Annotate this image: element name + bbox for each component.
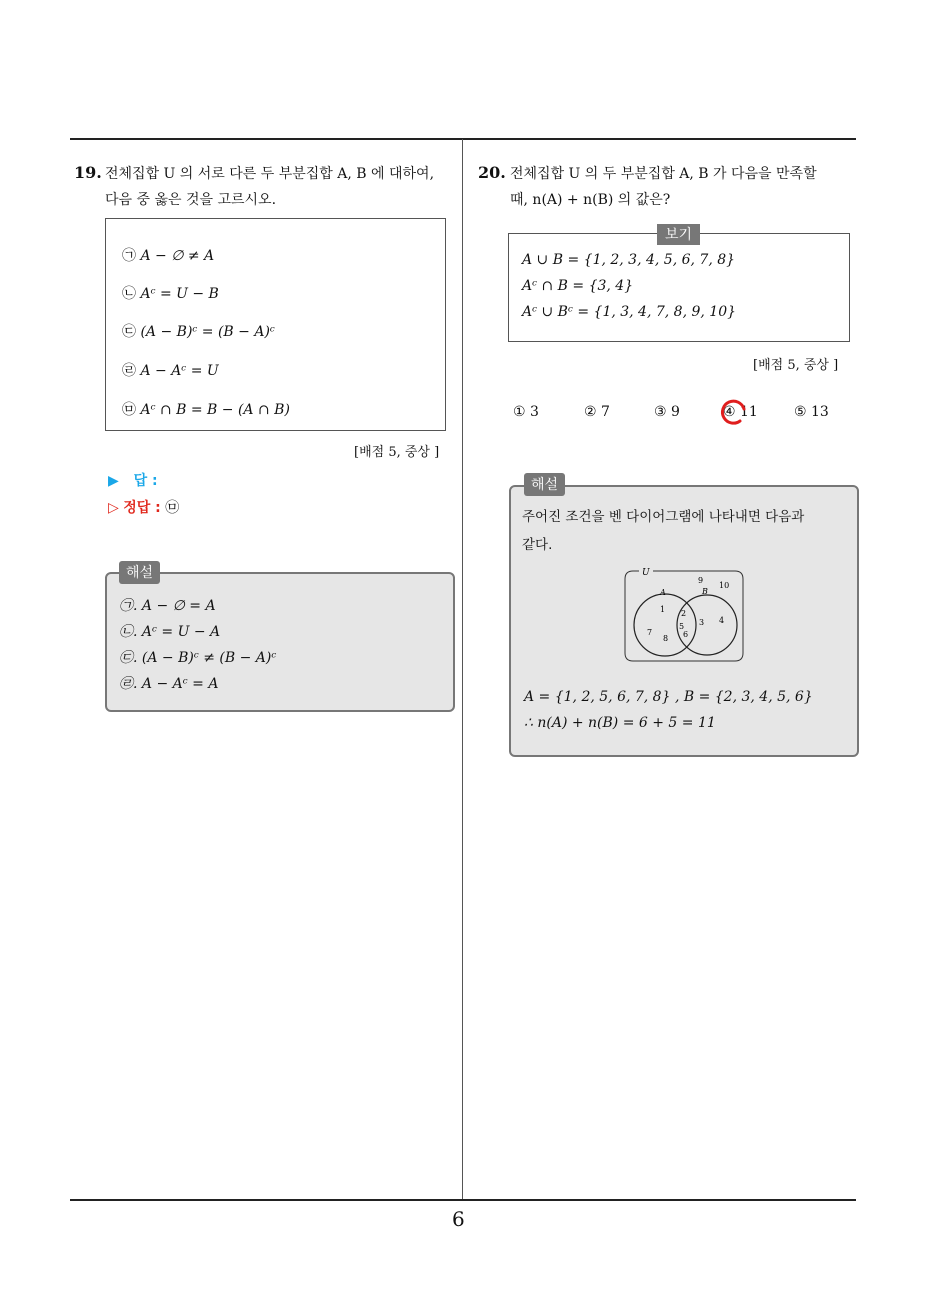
q19-option-4 bbox=[122, 360, 219, 380]
outline-arrow-icon: ▷ bbox=[108, 500, 119, 516]
venn-a-1: 1 bbox=[660, 605, 666, 614]
q19-stem-line1: 전체집합 U 의 서로 다른 두 부분집합 A, B 에 대하여, bbox=[105, 166, 435, 182]
q19-options-box bbox=[105, 218, 446, 431]
q20-condition-2: Aᶜ ∩ B = {3, 4} bbox=[522, 278, 634, 294]
venn-a-label: A bbox=[660, 588, 666, 597]
q20-condition-1: A ∪ B = {1, 2, 3, 4, 5, 6, 7, 8} bbox=[522, 252, 736, 268]
q19-solution-line3: ㉢. (A − B)ᶜ ≠ (B − A)ᶜ bbox=[119, 650, 277, 666]
q20-bogi-tag: 보기 bbox=[657, 224, 700, 245]
venn-circle-b bbox=[677, 595, 737, 655]
venn-b-4: 4 bbox=[719, 616, 725, 625]
venn-diagram bbox=[621, 565, 747, 665]
q20-condition-3: Aᶜ ∪ Bᶜ = {1, 3, 4, 7, 8, 9, 10} bbox=[522, 304, 737, 320]
q20-choice-4[interactable]: ④ 11 bbox=[723, 404, 758, 420]
q19-number: 19. bbox=[74, 163, 102, 182]
q19-option-2 bbox=[122, 283, 219, 303]
selected-answer-circle-icon bbox=[718, 397, 748, 427]
q19-solution-tag: 해설 bbox=[119, 561, 160, 584]
venn-b-3: 3 bbox=[699, 618, 705, 627]
q19-option-1 bbox=[122, 245, 214, 265]
option-mark: ㉢ bbox=[122, 324, 136, 340]
top-rule bbox=[70, 138, 856, 140]
q20-stem-line2: 때, n(A) + n(B) 의 값은? bbox=[510, 192, 671, 208]
q20-solution-tag: 해설 bbox=[524, 473, 565, 496]
q20-score: [배점 5, 중상 ] bbox=[753, 358, 839, 373]
venn-outside-9: 9 bbox=[698, 576, 704, 585]
q20-result-line2: ∴ n(A) + n(B) = 6 + 5 = 11 bbox=[524, 715, 716, 731]
correct-label: 정답 : bbox=[123, 500, 161, 516]
correct-value: ㉤ bbox=[165, 500, 180, 516]
q19-score: [배점 5, 중상 ] bbox=[354, 445, 440, 460]
option-mark: ㉤ bbox=[122, 402, 136, 418]
page-number: 6 bbox=[452, 1207, 465, 1231]
q19-solution-line2: ㉡. Aᶜ = U − A bbox=[119, 624, 221, 640]
q19-stem-line2: 다음 중 옳은 것을 고르시오. bbox=[105, 192, 277, 208]
q19-answer-row bbox=[108, 470, 158, 490]
option-text: Aᶜ = U − B bbox=[140, 286, 219, 302]
bottom-rule bbox=[70, 1199, 856, 1201]
option-text: A − ∅ ≠ A bbox=[140, 248, 215, 264]
venn-both-2: 2 bbox=[681, 609, 687, 618]
option-mark: ㉠ bbox=[122, 248, 136, 264]
q20-conditions-box bbox=[508, 233, 850, 342]
venn-u-label: U bbox=[642, 568, 650, 578]
option-text: A − Aᶜ = U bbox=[140, 363, 219, 379]
option-mark: ㉡ bbox=[122, 286, 136, 302]
q20-number: 20. bbox=[478, 163, 506, 182]
venn-both-5: 5 bbox=[679, 622, 685, 631]
venn-b-label: B bbox=[702, 587, 708, 596]
play-arrow-icon: ▶ bbox=[108, 473, 119, 489]
venn-a-8: 8 bbox=[663, 634, 669, 643]
q20-choice-2[interactable]: ② 7 bbox=[584, 404, 610, 420]
q19-option-3 bbox=[122, 321, 275, 341]
option-text: Aᶜ ∩ B = B − (A ∩ B) bbox=[140, 402, 290, 418]
column-divider bbox=[462, 139, 463, 1201]
answer-label: 답 : bbox=[133, 473, 158, 489]
q20-choice-3[interactable]: ③ 9 bbox=[654, 404, 680, 420]
option-mark: ㉣ bbox=[122, 363, 136, 379]
venn-a-7: 7 bbox=[647, 628, 653, 637]
q20-choice-5[interactable]: ⑤ 13 bbox=[794, 404, 829, 420]
q20-choice-1[interactable]: ① 3 bbox=[513, 404, 539, 420]
venn-both-6: 6 bbox=[683, 630, 689, 639]
option-text: (A − B)ᶜ = (B − A)ᶜ bbox=[140, 324, 275, 340]
q19-solution-line1: ㉠. A − ∅ = A bbox=[119, 598, 216, 614]
q20-solution-box bbox=[509, 485, 859, 757]
q20-stem-line1: 전체집합 U 의 두 부분집합 A, B 가 다음을 만족할 bbox=[510, 166, 817, 182]
q19-solution-line4: ㉣. A − Aᶜ = A bbox=[119, 676, 219, 692]
q19-solution-box bbox=[105, 572, 455, 712]
venn-outside-10: 10 bbox=[719, 581, 730, 590]
q20-result-line1: A = {1, 2, 5, 6, 7, 8} , B = {2, 3, 4, 5, 6} bbox=[524, 689, 813, 705]
q20-solution-text2: 같다. bbox=[522, 537, 553, 553]
q19-option-5 bbox=[122, 399, 290, 419]
q20-solution-text1: 주어진 조건을 벤 다이어그램에 나타내면 다음과 bbox=[522, 509, 805, 525]
q19-correct-row bbox=[108, 497, 179, 517]
